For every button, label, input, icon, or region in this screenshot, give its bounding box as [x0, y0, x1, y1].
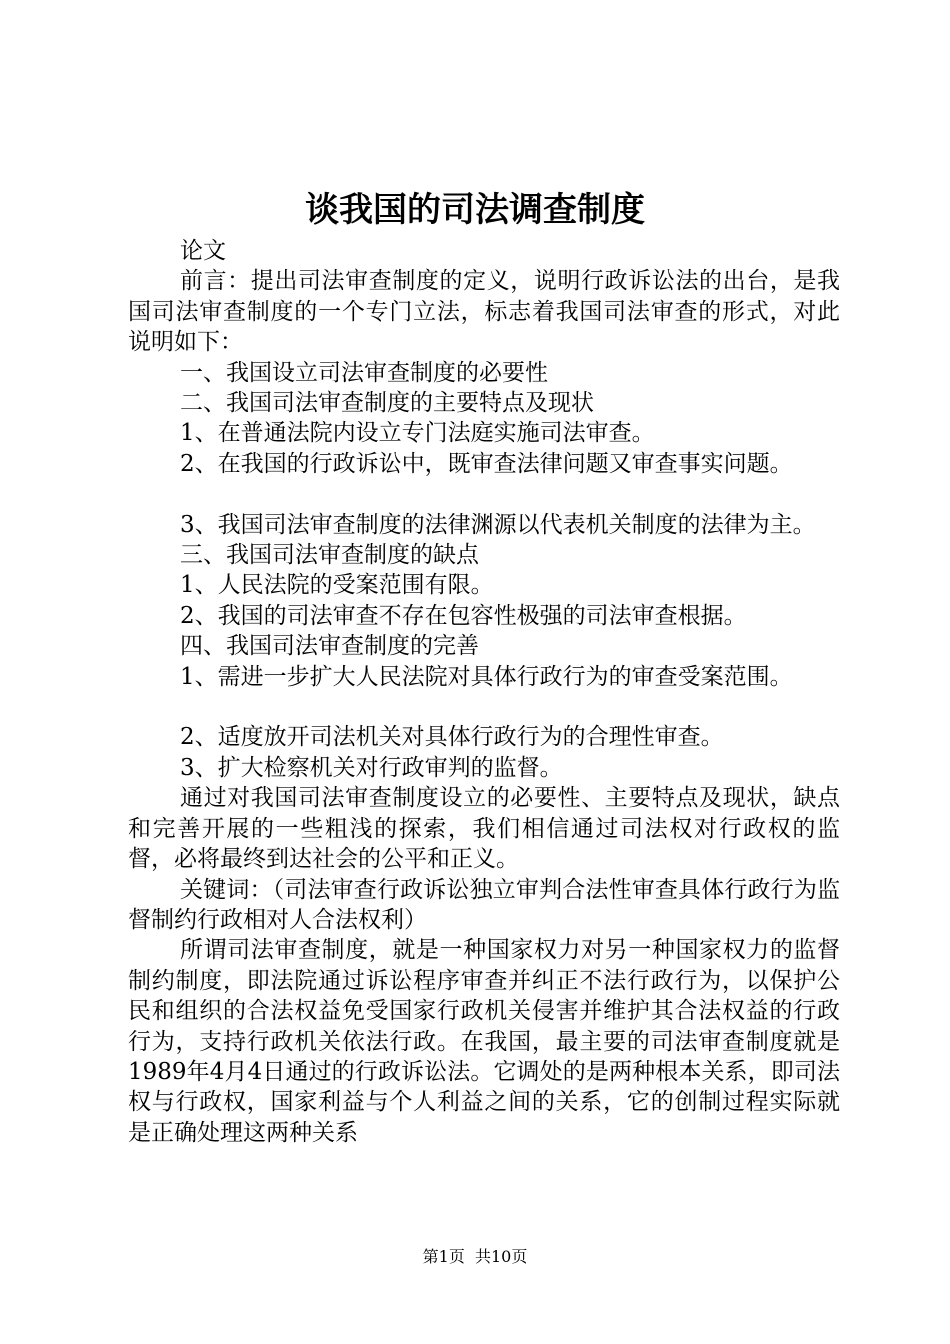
paragraph-body: 所谓司法审查制度，就是一种国家权力对另一种国家权力的监督制约制度，即法院通过诉讼程序审查并纠正不法行政行为，以保护公民和组织的合法权益免受国家行政机关侵害并维护其合法权益的行政行为，支持行政机关依法行政。在我国，最主要的司法审查制度就是1989年4月4日通过的行政诉讼法。它调处的是两种根本关系，即司法权与行政权，国家利益与个人利益之间的关系，它的创制过程实际就是正确处理这两种关系 [128, 937, 840, 1146]
paragraph-label: 论文 [180, 238, 226, 264]
list-item: 1、在普通法院内设立专门法庭实施司法审查。 [180, 420, 655, 447]
heading-section-3: 三、我国司法审查制度的缺点 [180, 542, 479, 569]
list-item: 2、在我国的行政诉讼中，既审查法律问题又审查事实问题。 [180, 450, 793, 477]
list-item: 2、适度放开司法机关对具体行政行为的合理性审查。 [180, 724, 724, 751]
list-item: 3、扩大检察机关对行政审判的监督。 [180, 754, 563, 781]
list-item: 3、我国司法审查制度的法律渊源以代表机关制度的法律为主。 [180, 511, 816, 538]
heading-section-2: 二、我国司法审查制度的主要特点及现状 [180, 390, 594, 417]
paragraph-preface: 前言：提出司法审查制度的定义，说明行政诉讼法的出台，是我国司法审查制度的一个专门立法，标志着我国司法审查的形式，对此说明如下： [128, 268, 840, 356]
list-item: 2、我国的司法审查不存在包容性极强的司法审查根据。 [180, 602, 747, 629]
page-footer: 第1页 共10页 [422, 1247, 528, 1266]
heading-section-1: 一、我国设立司法审查制度的必要性 [180, 359, 548, 386]
paragraph-keywords: 关键词：（司法审查行政诉讼独立审判合法性审查具体行政行为监督制约行政相对人合法权利） [128, 876, 840, 933]
heading-section-4: 四、我国司法审查制度的完善 [180, 633, 479, 660]
paragraph-summary: 通过对我国司法审查制度设立的必要性、主要特点及现状，缺点和完善开展的一些粗浅的探索，我们相信通过司法权对行政权的监督，必将最终到达社会的公平和正义。 [128, 785, 840, 873]
document-title: 谈我国的司法调查制度 [305, 190, 645, 230]
document-body [128, 236, 840, 1148]
list-item: 1、人民法院的受案范围有限。 [180, 572, 494, 599]
list-item: 1、需进一步扩大人民法院对具体行政行为的审查受案范围。 [180, 663, 793, 690]
